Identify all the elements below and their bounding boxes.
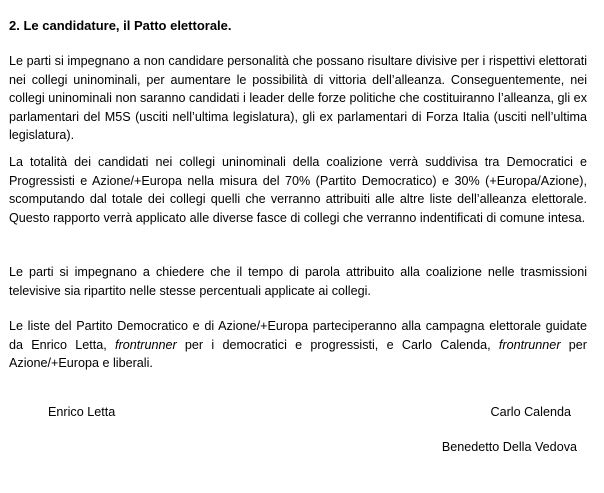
paragraph-frontrunner: [9, 317, 587, 373]
signature-enrico-letta: Enrico Letta: [48, 405, 116, 419]
paragraph-text: per i democratici e progressisti, e Carlo Calenda,: [176, 337, 499, 352]
italic-term: frontrunner: [498, 337, 561, 352]
paragraph-tempo-di-parola: [9, 263, 587, 300]
paragraph-text: La totalità dei candidati nei collegi uninominali della coalizione verrà suddivisa tra Democratici e Progressisti e Azione/+Europa nella misura del 70% (Partito Democratico) e 30% (+Europa/Azione), scomputando dal totale dei collegi quelli che verranno attribuiti alle altre liste dell’alleanza elettorale. Questo rapporto verrà applicato alle diverse fasce di collegi che verranno indentificati di comune intesa.: [9, 155, 587, 225]
paragraph-text: Le liste del Partito Democratico e di Azione/+Europa parteciperanno alla campagna elettorale guidate da Enrico Letta,: [9, 319, 587, 352]
paragraph-ripartizione-collegi: [9, 153, 587, 227]
paragraph-text: Le parti si impegnano a chiedere che il tempo di parola attribuito alla coalizione nelle trasmissioni televisive sia ripartito nelle stesse percentuali applicate ai collegi.: [9, 265, 587, 298]
signature-carlo-calenda: Carlo Calenda: [490, 405, 571, 419]
paragraph-candidature: [9, 52, 587, 145]
signature-benedetto-della-vedova: Benedetto Della Vedova: [441, 440, 577, 454]
paragraph-text: per Azione/+Europa e liberali.: [9, 337, 587, 370]
paragraph-text: Le parti si impegnano a non candidare personalità che possano risultare divisive per i rispettivi elettorati nei collegi uninominali, per aumentare le possibilità di vittoria dell’alleanza. Conseguentemente, nei collegi uninominali non saranno candidati i leader delle forze politiche che costituiranno l’alleanza, gli ex parlamentari del M5S (usciti nell’ultima legislatura), gli ex parlamentari di Forza Italia (usciti nell’ultima legislatura).: [9, 54, 587, 142]
section-title: 2. Le candidature, il Patto elettorale.: [9, 18, 232, 33]
italic-term: frontrunner: [115, 337, 177, 352]
